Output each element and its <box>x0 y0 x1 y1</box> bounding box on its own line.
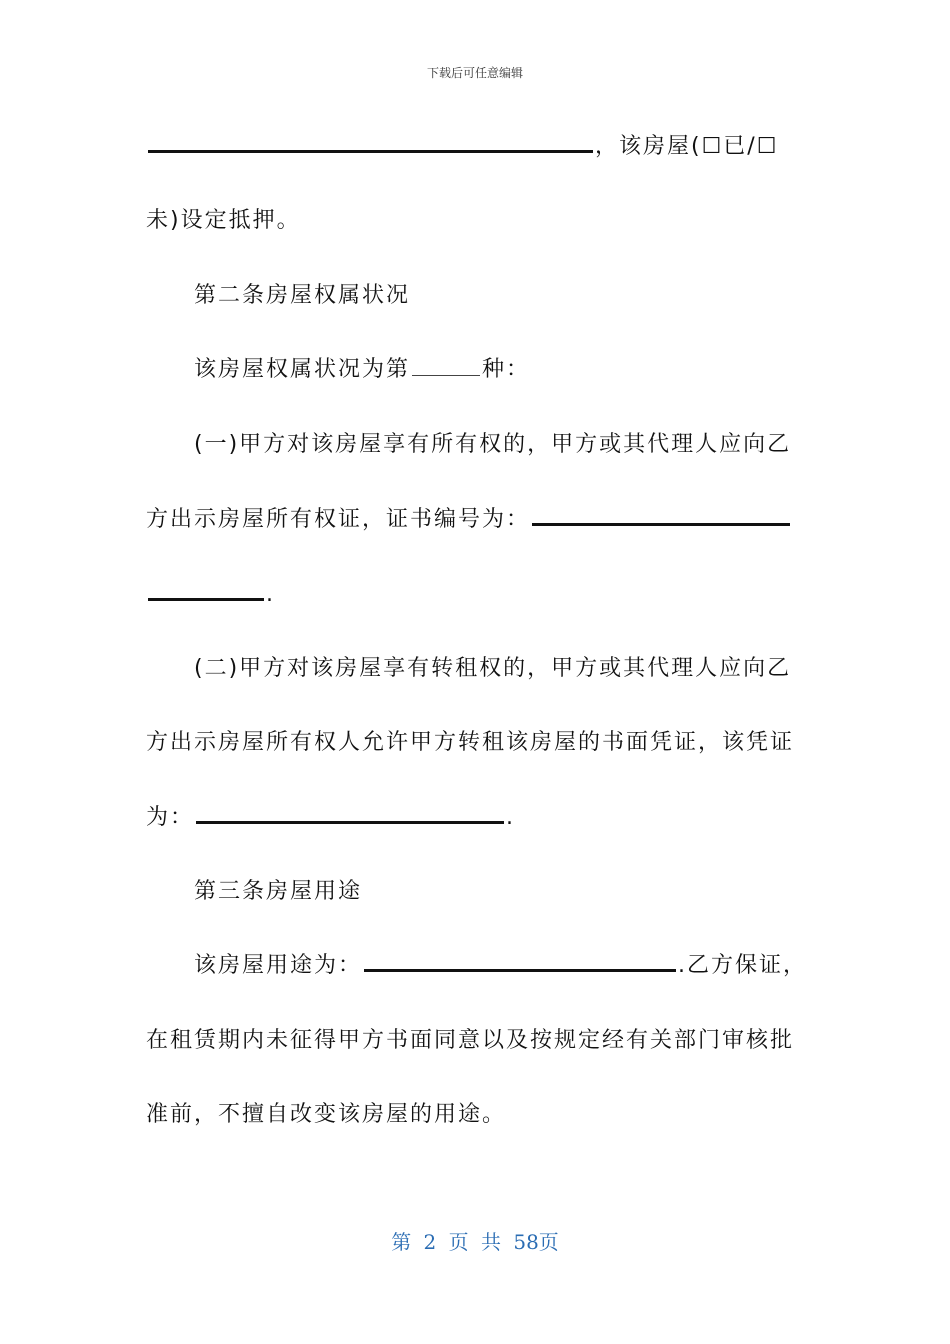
page-number: 第 2 页 共 58页 <box>391 1230 559 1254</box>
article-2-heading: 第二条房屋权属状况 <box>194 283 411 308</box>
text-line-9: 方出示房屋所有权人允许甲方转租该房屋的书面凭证，该凭证 <box>146 730 795 755</box>
page-header: 下载后可任意编辑 <box>426 66 523 80</box>
fill-blank[interactable] <box>532 507 790 526</box>
fill-blank[interactable] <box>412 357 480 376</box>
text-line-1: ，该房屋(☐已/☐ <box>146 132 778 162</box>
text-line-14: 准前，不擅自改变该房屋的用途。 <box>146 1102 507 1127</box>
text-line-2: 未)设定抵押。 <box>146 208 301 233</box>
fill-blank[interactable] <box>148 134 593 153</box>
text-line-6: 方出示房屋所有权证，证书编号为： <box>146 505 792 535</box>
text-line-8: (二)甲方对该房屋享有转租权的，甲方或其代理人应向乙 <box>194 656 792 681</box>
text-line-7: . <box>146 580 275 610</box>
text-line-5: (一)甲方对该房屋享有所有权的，甲方或其代理人应向乙 <box>194 432 792 457</box>
fill-blank[interactable] <box>196 805 504 824</box>
text-line-12: 该房屋用途为： .乙方保证， <box>194 953 808 978</box>
text-line-10: 为： . <box>146 805 516 830</box>
fill-blank[interactable] <box>148 582 264 601</box>
fill-blank[interactable] <box>364 953 676 972</box>
text-line-13: 在租赁期内未征得甲方书面同意以及按规定经有关部门审核批 <box>146 1028 795 1053</box>
text-line-4: 该房屋权属状况为第 种： <box>194 357 531 382</box>
article-3-heading: 第三条房屋用途 <box>194 879 363 904</box>
